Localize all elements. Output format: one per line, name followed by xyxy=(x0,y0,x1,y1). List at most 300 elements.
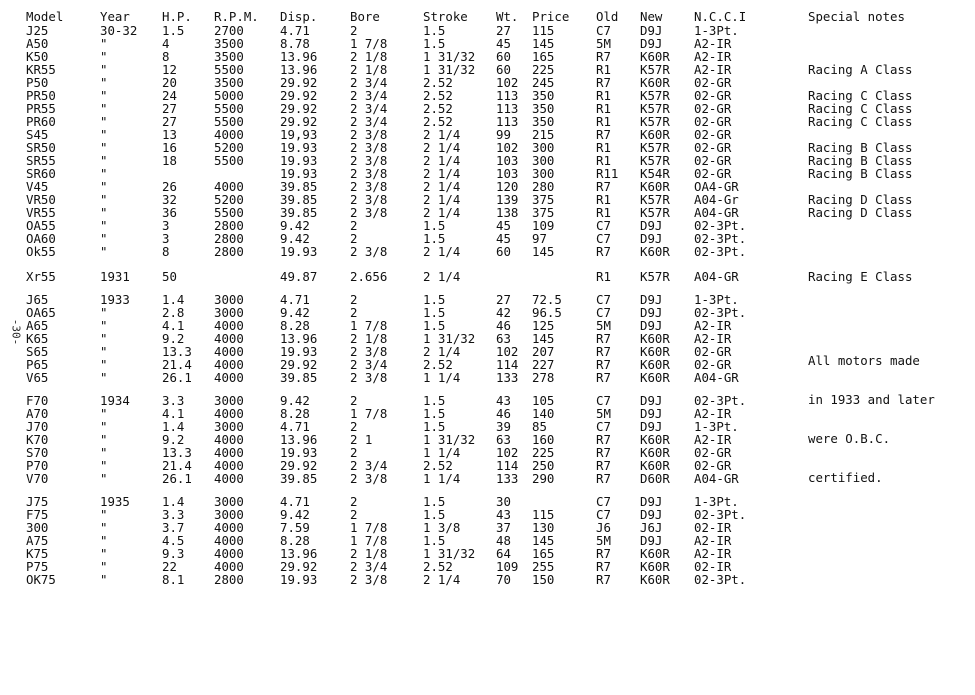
cell-new: K57R xyxy=(640,269,670,284)
cell-weight: 102 xyxy=(496,445,519,460)
cell-bore: 2 3/8 xyxy=(350,127,388,142)
cell-price: 375 xyxy=(532,205,555,220)
cell-year: " xyxy=(100,357,108,372)
cell-rpm: 4000 xyxy=(214,344,244,359)
cell-rpm: 5200 xyxy=(214,192,244,207)
cell-hp: 3.3 xyxy=(162,393,185,408)
cell-stroke: 1 31/32 xyxy=(423,432,476,447)
cell-price: 130 xyxy=(532,520,555,535)
cell-rpm: 3000 xyxy=(214,507,244,522)
cell-new: K57R xyxy=(640,192,670,207)
cell-bore: 2 xyxy=(350,393,358,408)
cell-year: 30-32 xyxy=(100,23,138,38)
cell-hp: 16 xyxy=(162,140,177,155)
cell-weight: 109 xyxy=(496,559,519,574)
cell-stroke: 2.52 xyxy=(423,88,453,103)
cell-model: J25 xyxy=(26,23,49,38)
page-number-mark xyxy=(2,318,23,346)
cell-stroke: 2 1/4 xyxy=(423,153,461,168)
cell-weight: 45 xyxy=(496,36,511,51)
cell-weight: 133 xyxy=(496,471,519,486)
cell-new: K60R xyxy=(640,432,670,447)
cell-ncci: A2-IR xyxy=(694,36,732,51)
header-old: Old xyxy=(596,9,619,24)
header-ncci: N.C.C.I xyxy=(694,9,747,24)
cell-bore: 2 3/8 xyxy=(350,166,388,181)
cell-model: OA55 xyxy=(26,218,56,233)
cell-weight: 99 xyxy=(496,127,511,142)
cell-ncci: 02-GR xyxy=(694,101,732,116)
cell-weight: 63 xyxy=(496,432,511,447)
cell-stroke: 2.52 xyxy=(423,559,453,574)
cell-new: K60R xyxy=(640,179,670,194)
cell-stroke: 1 1/4 xyxy=(423,370,461,385)
cell-weight: 138 xyxy=(496,205,519,220)
cell-hp: 8 xyxy=(162,244,170,259)
cell-hp: 27 xyxy=(162,101,177,116)
table-row xyxy=(0,534,975,547)
cell-bore: 2 3/4 xyxy=(350,114,388,129)
cell-weight: 45 xyxy=(496,231,511,246)
cell-rpm: 5000 xyxy=(214,88,244,103)
cell-price: 280 xyxy=(532,179,555,194)
cell-model: K50 xyxy=(26,49,49,64)
cell-new: K60R xyxy=(640,357,670,372)
cell-stroke: 1.5 xyxy=(423,36,446,51)
cell-ncci: 02-3Pt. xyxy=(694,507,747,522)
cell-rpm: 5200 xyxy=(214,140,244,155)
cell-weight: 60 xyxy=(496,62,511,77)
cell-hp: 3 xyxy=(162,218,170,233)
cell-weight: 27 xyxy=(496,23,511,38)
cell-hp: 2.8 xyxy=(162,305,185,320)
cell-stroke: 1 31/32 xyxy=(423,546,476,561)
cell-old: C7 xyxy=(596,419,611,434)
cell-disp: 9.42 xyxy=(280,507,310,522)
cell-model: OA65 xyxy=(26,305,56,320)
cell-model: P65 xyxy=(26,357,49,372)
cell-model: Xr55 xyxy=(26,269,56,284)
cell-rpm: 2800 xyxy=(214,218,244,233)
cell-rpm: 3000 xyxy=(214,494,244,509)
cell-model: S65 xyxy=(26,344,49,359)
cell-old: 5M xyxy=(596,533,611,548)
cell-year: 1931 xyxy=(100,269,130,284)
cell-hp: 9.3 xyxy=(162,546,185,561)
cell-old: R7 xyxy=(596,331,611,346)
cell-price: 145 xyxy=(532,331,555,346)
cell-bore: 2 3/4 xyxy=(350,101,388,116)
cell-year: " xyxy=(100,533,108,548)
cell-new: D9J xyxy=(640,218,663,233)
cell-ncci: A2-IR xyxy=(694,533,732,548)
table-row xyxy=(0,306,975,319)
cell-weight: 39 xyxy=(496,419,511,434)
cell-year: " xyxy=(100,36,108,51)
cell-ncci: A2-IR xyxy=(694,62,732,77)
cell-hp: 3.7 xyxy=(162,520,185,535)
cell-weight: 133 xyxy=(496,370,519,385)
cell-new: D60R xyxy=(640,471,670,486)
cell-old: R1 xyxy=(596,101,611,116)
cell-price: 140 xyxy=(532,406,555,421)
cell-ncci: 02-3Pt. xyxy=(694,244,747,259)
cell-old: C7 xyxy=(596,507,611,522)
cell-disp: 13.96 xyxy=(280,546,318,561)
cell-new: D9J xyxy=(640,393,663,408)
cell-model: SR60 xyxy=(26,166,56,181)
cell-ncci: 02-GR xyxy=(694,458,732,473)
cell-ncci: 1-3Pt. xyxy=(694,419,739,434)
cell-hp: 8 xyxy=(162,49,170,64)
cell-hp: 36 xyxy=(162,205,177,220)
cell-bore: 1 7/8 xyxy=(350,533,388,548)
cell-year: " xyxy=(100,432,108,447)
cell-old: R7 xyxy=(596,559,611,574)
cell-ncci: A04-Gr xyxy=(694,192,739,207)
cell-model: K75 xyxy=(26,546,49,561)
cell-bore: 2 3/4 xyxy=(350,559,388,574)
cell-weight: 103 xyxy=(496,166,519,181)
cell-model: V45 xyxy=(26,179,49,194)
cell-new: K57R xyxy=(640,153,670,168)
cell-disp: 13.96 xyxy=(280,331,318,346)
cell-hp: 1.4 xyxy=(162,494,185,509)
cell-bore: 2 xyxy=(350,445,358,460)
cell-disp: 8.28 xyxy=(280,406,310,421)
cell-year: " xyxy=(100,205,108,220)
cell-bore: 1 7/8 xyxy=(350,520,388,535)
cell-new: K60R xyxy=(640,445,670,460)
cell-bore: 1 7/8 xyxy=(350,36,388,51)
table-row xyxy=(0,573,975,586)
cell-bore: 2 3/8 xyxy=(350,205,388,220)
cell-disp: 8.78 xyxy=(280,36,310,51)
cell-year: " xyxy=(100,179,108,194)
cell-weight: 30 xyxy=(496,494,511,509)
cell-rpm: 3000 xyxy=(214,292,244,307)
cell-price: 145 xyxy=(532,533,555,548)
cell-stroke: 1.5 xyxy=(423,494,446,509)
cell-disp: 4.71 xyxy=(280,292,310,307)
cell-stroke: 1.5 xyxy=(423,419,446,434)
cell-price: 225 xyxy=(532,445,555,460)
cell-old: R7 xyxy=(596,357,611,372)
table-row xyxy=(0,521,975,534)
cell-hp: 26.1 xyxy=(162,471,192,486)
cell-model: PR60 xyxy=(26,114,56,129)
cell-bore: 2.656 xyxy=(350,269,388,284)
cell-bore: 2 3/8 xyxy=(350,140,388,155)
cell-bore: 2 1/8 xyxy=(350,62,388,77)
cell-disp: 49.87 xyxy=(280,269,318,284)
cell-year: " xyxy=(100,75,108,90)
cell-model: Ok55 xyxy=(26,244,56,259)
cell-model: A70 xyxy=(26,406,49,421)
cell-rpm: 4000 xyxy=(214,127,244,142)
cell-hp: 1.4 xyxy=(162,292,185,307)
cell-disp: 7.59 xyxy=(280,520,310,535)
cell-model: OK75 xyxy=(26,572,56,587)
cell-hp: 3 xyxy=(162,231,170,246)
cell-disp: 19.93 xyxy=(280,166,318,181)
cell-ncci: 02-GR xyxy=(694,166,732,181)
cell-bore: 2 3/4 xyxy=(350,458,388,473)
cell-rpm: 4000 xyxy=(214,458,244,473)
cell-price: 290 xyxy=(532,471,555,486)
cell-old: R7 xyxy=(596,471,611,486)
cell-disp: 39.85 xyxy=(280,370,318,385)
cell-new: D9J xyxy=(640,533,663,548)
cell-year: 1933 xyxy=(100,292,130,307)
cell-year: " xyxy=(100,419,108,434)
cell-stroke: 1.5 xyxy=(423,507,446,522)
cell-model: VR55 xyxy=(26,205,56,220)
cell-ncci: A04-GR xyxy=(694,370,739,385)
cell-price: 278 xyxy=(532,370,555,385)
cell-year: " xyxy=(100,244,108,259)
cell-stroke: 1.5 xyxy=(423,393,446,408)
cell-special-notes: Racing A Class xyxy=(808,62,913,77)
cell-old: C7 xyxy=(596,23,611,38)
cell-old: R7 xyxy=(596,572,611,587)
cell-model: F70 xyxy=(26,393,49,408)
cell-bore: 2 3/8 xyxy=(350,370,388,385)
cell-ncci: A04-GR xyxy=(694,471,739,486)
cell-special-notes: Racing C Class xyxy=(808,114,913,129)
cell-rpm: 4000 xyxy=(214,331,244,346)
cell-new: D9J xyxy=(640,406,663,421)
cell-new: K60R xyxy=(640,244,670,259)
cell-rpm: 4000 xyxy=(214,318,244,333)
cell-year: " xyxy=(100,572,108,587)
cell-disp: 39.85 xyxy=(280,471,318,486)
cell-year: " xyxy=(100,370,108,385)
cell-new: K57R xyxy=(640,140,670,155)
cell-hp: 1.4 xyxy=(162,419,185,434)
cell-old: C7 xyxy=(596,292,611,307)
header-model: Model xyxy=(26,9,64,24)
cell-price: 300 xyxy=(532,153,555,168)
cell-price: 255 xyxy=(532,559,555,574)
cell-year: 1934 xyxy=(100,393,130,408)
cell-old: J6 xyxy=(596,520,611,535)
cell-stroke: 2 1/4 xyxy=(423,127,461,142)
cell-disp: 4.71 xyxy=(280,494,310,509)
cell-disp: 39.85 xyxy=(280,192,318,207)
cell-weight: 102 xyxy=(496,140,519,155)
cell-ncci: 1-3Pt. xyxy=(694,23,739,38)
cell-new: K60R xyxy=(640,49,670,64)
cell-year: " xyxy=(100,140,108,155)
cell-bore: 2 xyxy=(350,305,358,320)
cell-stroke: 1.5 xyxy=(423,533,446,548)
cell-stroke: 1.5 xyxy=(423,23,446,38)
table-row xyxy=(0,206,975,219)
cell-old: R1 xyxy=(596,153,611,168)
cell-hp: 32 xyxy=(162,192,177,207)
cell-disp: 13.96 xyxy=(280,62,318,77)
cell-price: 227 xyxy=(532,357,555,372)
cell-rpm: 3000 xyxy=(214,305,244,320)
cell-ncci: 1-3Pt. xyxy=(694,494,739,509)
cell-rpm: 4000 xyxy=(214,533,244,548)
cell-new: D9J xyxy=(640,494,663,509)
cell-special-notes: Racing D Class xyxy=(808,192,913,207)
cell-model: A75 xyxy=(26,533,49,548)
cell-ncci: A2-IR xyxy=(694,546,732,561)
cell-bore: 2 3/4 xyxy=(350,75,388,90)
cell-rpm: 2800 xyxy=(214,231,244,246)
cell-disp: 19,93 xyxy=(280,127,318,142)
cell-rpm: 4000 xyxy=(214,179,244,194)
cell-weight: 139 xyxy=(496,192,519,207)
footnote-line: All motors made xyxy=(808,353,920,368)
cell-year: " xyxy=(100,88,108,103)
header-new: New xyxy=(640,9,663,24)
header-stroke: Stroke xyxy=(423,9,468,24)
cell-ncci: A2-IR xyxy=(694,331,732,346)
cell-model: 300 xyxy=(26,520,49,535)
cell-price: 215 xyxy=(532,127,555,142)
cell-bore: 2 3/8 xyxy=(350,471,388,486)
cell-price: 150 xyxy=(532,572,555,587)
cell-old: 5M xyxy=(596,406,611,421)
cell-ncci: 02-3Pt. xyxy=(694,231,747,246)
cell-new: K57R xyxy=(640,62,670,77)
cell-weight: 70 xyxy=(496,572,511,587)
cell-stroke: 1 3/8 xyxy=(423,520,461,535)
cell-year: " xyxy=(100,318,108,333)
table-row xyxy=(0,167,975,180)
cell-hp: 21.4 xyxy=(162,458,192,473)
table-row xyxy=(0,293,975,306)
cell-price: 109 xyxy=(532,218,555,233)
cell-old: C7 xyxy=(596,393,611,408)
cell-year: " xyxy=(100,114,108,129)
cell-old: 5M xyxy=(596,36,611,51)
cell-price: 245 xyxy=(532,75,555,90)
cell-hp: 24 xyxy=(162,88,177,103)
cell-ncci: 02-GR xyxy=(694,445,732,460)
cell-disp: 9.42 xyxy=(280,231,310,246)
cell-disp: 4.71 xyxy=(280,23,310,38)
cell-model: VR50 xyxy=(26,192,56,207)
cell-bore: 1 7/8 xyxy=(350,318,388,333)
cell-new: K60R xyxy=(640,331,670,346)
table-row xyxy=(0,232,975,245)
header-hp: H.P. xyxy=(162,9,192,24)
cell-stroke: 2 1/4 xyxy=(423,192,461,207)
cell-old: R1 xyxy=(596,192,611,207)
cell-model: K65 xyxy=(26,331,49,346)
cell-rpm: 3500 xyxy=(214,75,244,90)
cell-hp: 50 xyxy=(162,269,177,284)
cell-stroke: 1.5 xyxy=(423,318,446,333)
cell-price: 115 xyxy=(532,23,555,38)
cell-weight: 45 xyxy=(496,218,511,233)
cell-rpm: 5500 xyxy=(214,62,244,77)
cell-year: " xyxy=(100,166,108,181)
cell-weight: 43 xyxy=(496,393,511,408)
cell-stroke: 2 1/4 xyxy=(423,205,461,220)
cell-year: " xyxy=(100,192,108,207)
cell-model: J70 xyxy=(26,419,49,434)
cell-price: 300 xyxy=(532,166,555,181)
cell-old: R1 xyxy=(596,88,611,103)
cell-disp: 29.92 xyxy=(280,357,318,372)
cell-rpm: 2800 xyxy=(214,572,244,587)
table-row xyxy=(0,24,975,37)
cell-weight: 120 xyxy=(496,179,519,194)
cell-old: R11 xyxy=(596,166,619,181)
cell-weight: 113 xyxy=(496,88,519,103)
cell-model: P70 xyxy=(26,458,49,473)
cell-rpm: 5500 xyxy=(214,153,244,168)
cell-stroke: 2 1/4 xyxy=(423,166,461,181)
cell-year: " xyxy=(100,445,108,460)
cell-rpm: 4000 xyxy=(214,445,244,460)
cell-new: K60R xyxy=(640,370,670,385)
cell-hp: 8.1 xyxy=(162,572,185,587)
cell-stroke: 1.5 xyxy=(423,292,446,307)
table-row xyxy=(0,560,975,573)
cell-special-notes: Racing B Class xyxy=(808,166,913,181)
cell-new: K60R xyxy=(640,458,670,473)
cell-hp: 26 xyxy=(162,179,177,194)
cell-weight: 114 xyxy=(496,357,519,372)
cell-old: R7 xyxy=(596,49,611,64)
cell-rpm: 5500 xyxy=(214,101,244,116)
cell-new: K60R xyxy=(640,75,670,90)
cell-hp: 22 xyxy=(162,559,177,574)
cell-new: K60R xyxy=(640,127,670,142)
cell-stroke: 2.52 xyxy=(423,75,453,90)
cell-old: R7 xyxy=(596,344,611,359)
cell-disp: 29.92 xyxy=(280,75,318,90)
cell-price: 350 xyxy=(532,114,555,129)
cell-bore: 2 1/8 xyxy=(350,546,388,561)
header-bore: Bore xyxy=(350,9,380,24)
cell-year: " xyxy=(100,101,108,116)
cell-ncci: 02-IR xyxy=(694,559,732,574)
cell-bore: 2 3/8 xyxy=(350,244,388,259)
cell-ncci: 02-GR xyxy=(694,75,732,90)
cell-model: V65 xyxy=(26,370,49,385)
certification-note xyxy=(808,328,935,510)
header-year: Year xyxy=(100,9,130,24)
cell-new: K57R xyxy=(640,205,670,220)
cell-weight: 46 xyxy=(496,406,511,421)
cell-new: D9J xyxy=(640,36,663,51)
footnote-line: were O.B.C. xyxy=(808,431,891,446)
cell-rpm: 2700 xyxy=(214,23,244,38)
cell-bore: 2 xyxy=(350,419,358,434)
cell-stroke: 1.5 xyxy=(423,406,446,421)
cell-price: 72.5 xyxy=(532,292,562,307)
cell-year: " xyxy=(100,406,108,421)
cell-old: R1 xyxy=(596,269,611,284)
header-rpm: R.P.M. xyxy=(214,9,259,24)
cell-hp: 9.2 xyxy=(162,331,185,346)
cell-special-notes: Racing B Class xyxy=(808,153,913,168)
cell-model: S45 xyxy=(26,127,49,142)
cell-ncci: 02-3Pt. xyxy=(694,393,747,408)
cell-price: 350 xyxy=(532,101,555,116)
cell-old: R7 xyxy=(596,432,611,447)
cell-model: S70 xyxy=(26,445,49,460)
cell-stroke: 2 1/4 xyxy=(423,140,461,155)
